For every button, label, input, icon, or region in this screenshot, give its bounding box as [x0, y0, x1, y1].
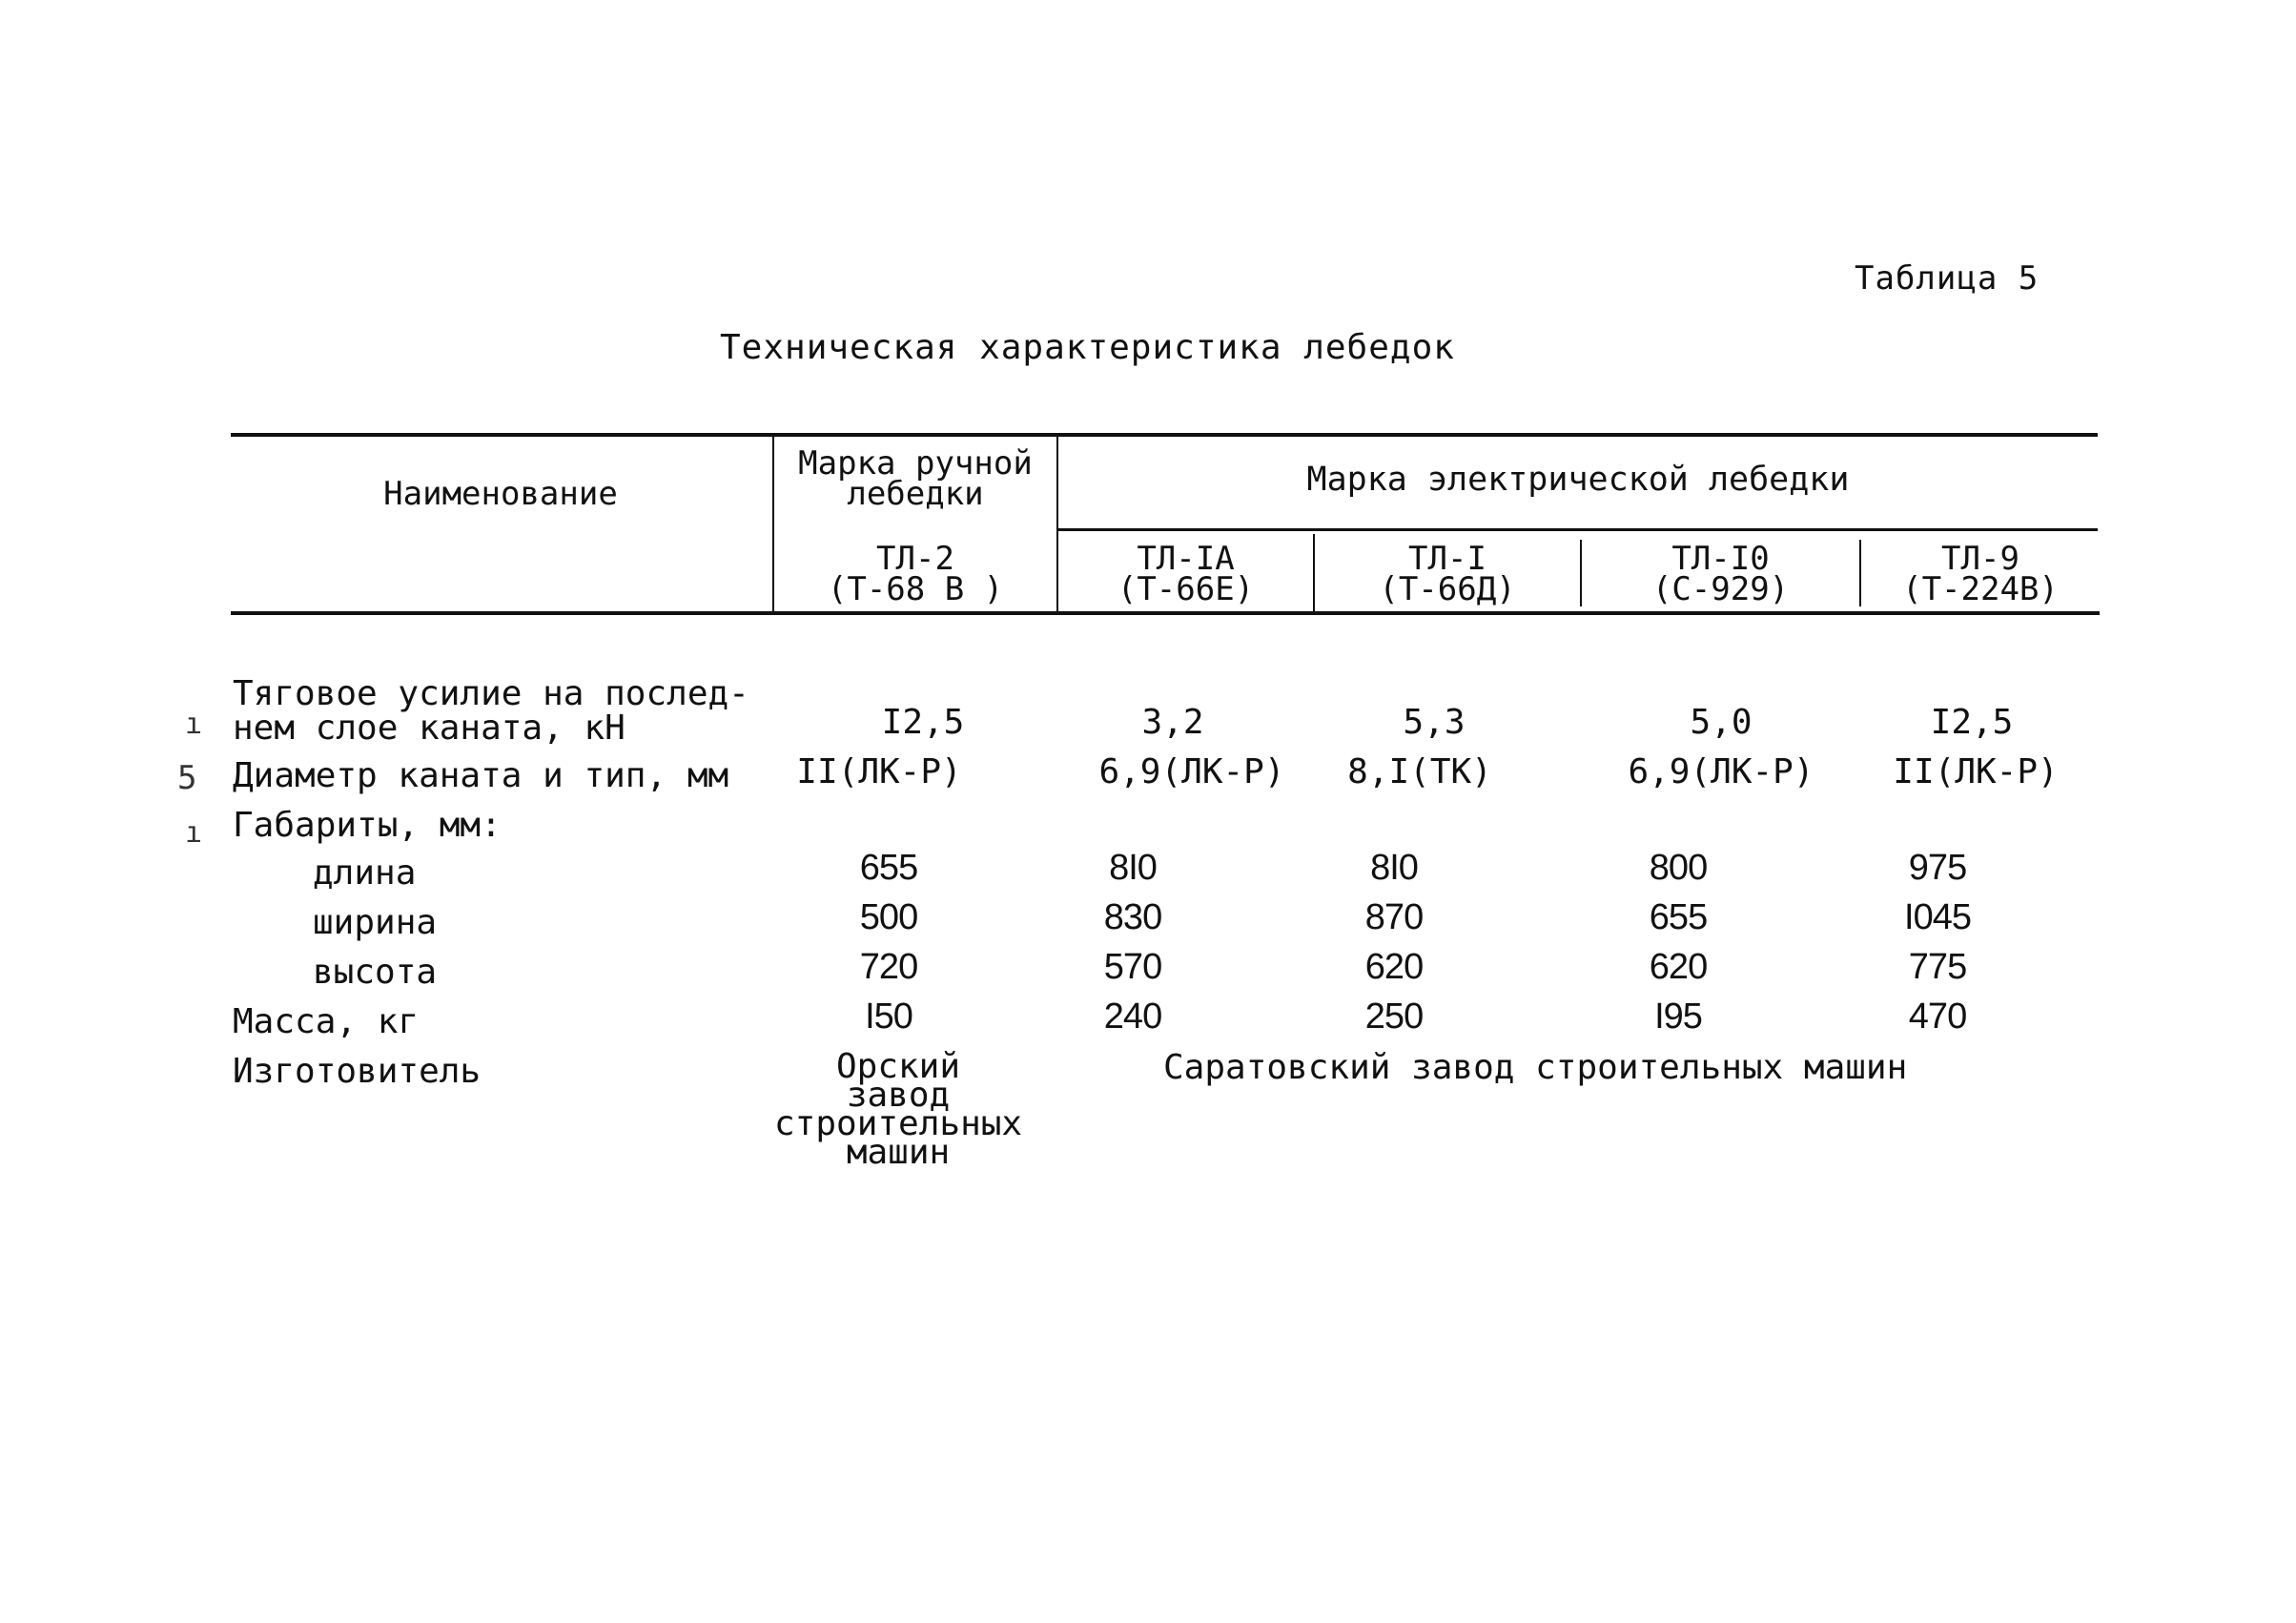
- manufacturer-manual-line-2: строительных: [774, 1104, 1023, 1143]
- table-number-label: Таблица 5: [1855, 259, 2040, 298]
- row-traction-value: 5,0: [1690, 703, 1753, 742]
- model-3-name: ТЛ-I: [1408, 540, 1486, 578]
- model-5-name: ТЛ-9: [1941, 540, 2019, 578]
- row-length-label: длина: [313, 853, 417, 893]
- model-5-code: (Т-224В): [1902, 570, 2059, 608]
- row-traction-value: 3,2: [1141, 703, 1204, 742]
- header-model-2: [1058, 540, 1313, 608]
- row-width-value: 500: [859, 897, 918, 937]
- table-top-rule: [231, 433, 2098, 437]
- manufacturer-manual-line-1: Орский завод: [835, 1047, 961, 1115]
- model-2-name: ТЛ-IA: [1137, 540, 1235, 578]
- row-width-value: 655: [1649, 897, 1708, 937]
- row-length-value: 8I0: [1109, 848, 1157, 888]
- row-rope-value: II(ЛК-Р): [796, 752, 962, 791]
- header-name-column: Наименование: [383, 475, 618, 513]
- manufacturer-electric: Саратовский завод строительных машин: [1163, 1048, 1908, 1087]
- row-length-value: 975: [1908, 848, 1967, 888]
- row-length-value: 655: [859, 848, 918, 888]
- model-3-code: (Т-66Д): [1379, 570, 1516, 608]
- row-height-value: 620: [1364, 947, 1424, 987]
- header-manual-line-1: Марка ручной: [798, 444, 1033, 483]
- row-length-value: 8I0: [1370, 848, 1418, 888]
- row-dimensions-label: Габариты, мм:: [233, 806, 502, 845]
- row-rope-value: 6,9(ЛК-Р): [1098, 752, 1285, 791]
- header-manual-group: [774, 444, 1056, 513]
- manufacturer-manual-line-3: машин: [846, 1133, 951, 1172]
- row-rope-value: II(ЛК-Р): [1893, 752, 2059, 791]
- header-model-3: [1315, 540, 1580, 608]
- row-height-value: 620: [1649, 947, 1708, 987]
- row-mass-value: 240: [1103, 996, 1162, 1037]
- model-4-name: ТЛ-I0: [1671, 540, 1770, 578]
- header-model-1: [774, 540, 1056, 608]
- row-traction-label: [233, 674, 749, 748]
- row-traction-label-line-2: нем слое каната, кН: [233, 709, 625, 748]
- header-model-5: [1861, 540, 2100, 608]
- row-width-label: ширина: [313, 903, 438, 942]
- row-width-value: 870: [1364, 897, 1424, 937]
- row-mass-value: 250: [1364, 996, 1424, 1037]
- row-traction-label-line-1: Тяговое усилие на послед-: [233, 674, 749, 713]
- model-1-code: (Т-68 В ): [827, 570, 1004, 608]
- row-mass-label: Масса, кг: [233, 1002, 420, 1041]
- header-bottom-rule: [231, 611, 2100, 615]
- margin-mark-3: ı: [185, 816, 203, 850]
- margin-mark-2: 5: [177, 759, 197, 797]
- margin-mark-1: ı: [185, 708, 203, 741]
- row-mass-value: I50: [865, 996, 912, 1037]
- row-length-value: 800: [1649, 848, 1708, 888]
- row-traction-value: 5,3: [1403, 703, 1466, 742]
- manufacturer-manual: [774, 1047, 1023, 1172]
- row-height-value: 720: [859, 947, 918, 987]
- header-group-rule: [1056, 528, 2098, 531]
- row-height-label: высота: [313, 953, 438, 992]
- row-height-value: 775: [1908, 947, 1967, 987]
- row-width-value: 830: [1103, 897, 1162, 937]
- row-mass-value: I95: [1654, 996, 1702, 1037]
- row-rope-value: 8,I(ТК): [1347, 752, 1492, 791]
- header-manual-line-2: лебедки: [847, 475, 984, 513]
- row-traction-value: I2,5: [881, 703, 965, 742]
- row-mass-value: 470: [1908, 996, 1967, 1037]
- row-width-value: I045: [1904, 897, 1971, 937]
- model-1-name: ТЛ-2: [876, 540, 954, 578]
- model-4-code: (С-929): [1651, 570, 1790, 608]
- row-manufacturer-label: Изготовитель: [233, 1052, 482, 1091]
- header-model-4: [1582, 540, 1859, 608]
- model-2-code: (Т-66Е): [1117, 570, 1255, 608]
- table-title: Техническая характеристика лебедок: [720, 328, 1455, 367]
- row-rope-value: 6,9(ЛК-Р): [1628, 752, 1814, 791]
- row-rope-diameter-label: Диаметр каната и тип, мм: [233, 756, 729, 795]
- header-electric-group: Марка электрической лебедки: [1306, 461, 1850, 499]
- row-height-value: 570: [1103, 947, 1162, 987]
- row-traction-value: I2,5: [1930, 703, 2014, 742]
